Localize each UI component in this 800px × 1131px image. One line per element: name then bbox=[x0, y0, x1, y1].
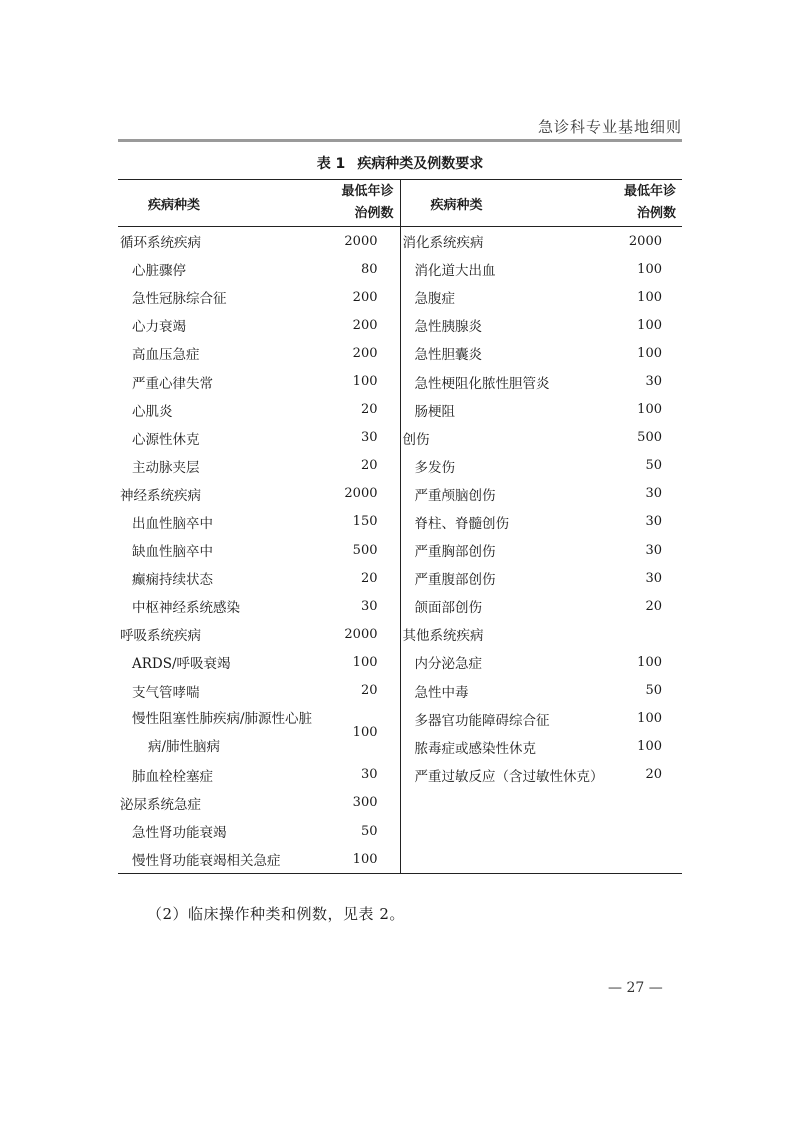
case-count-right: 20 bbox=[645, 598, 662, 614]
case-count-left: 20 bbox=[360, 402, 378, 418]
case-count-left: 100 bbox=[352, 851, 378, 867]
disease-name-left: 支气管哮喘 bbox=[132, 684, 200, 701]
case-count-left: 100 bbox=[352, 374, 378, 390]
table-title bbox=[0, 153, 800, 173]
disease-name-right: 肠梗阻 bbox=[400, 396, 620, 424]
table-row bbox=[118, 227, 682, 256]
case-count-right: 50 bbox=[645, 683, 662, 699]
table-row bbox=[118, 564, 682, 592]
disease-name-left: 慢性阻塞性肺疾病/肺源性心脏 病/肺性脑病 bbox=[132, 710, 313, 755]
case-count-right: 20 bbox=[645, 767, 662, 783]
case-count-left: 150 bbox=[352, 514, 378, 530]
case-count-left: 20 bbox=[360, 570, 378, 586]
case-count-right: 30 bbox=[645, 570, 662, 586]
case-count-left: 30 bbox=[360, 598, 378, 614]
column-header-count-left: 最低年诊 治例数 bbox=[338, 180, 400, 227]
table-row bbox=[118, 536, 682, 564]
case-count-left: 30 bbox=[360, 430, 378, 446]
table-header-row bbox=[118, 180, 682, 227]
case-count-right: 30 bbox=[645, 514, 662, 530]
table-row bbox=[118, 367, 682, 395]
disease-name-left: 急性肾功能衰竭 bbox=[132, 825, 227, 842]
case-count-left: 500 bbox=[352, 542, 378, 558]
table-row bbox=[118, 620, 682, 648]
running-header: 急诊科专业基地细则 bbox=[537, 118, 682, 136]
case-count-right: 50 bbox=[645, 458, 662, 474]
case-count-right: 100 bbox=[637, 739, 662, 755]
case-count-right bbox=[620, 817, 682, 845]
disease-name-right: 创伤 bbox=[400, 424, 620, 452]
disease-name-left: 心源性休克 bbox=[132, 431, 200, 448]
table-row bbox=[118, 255, 682, 283]
table-row bbox=[118, 789, 682, 817]
disease-name-right: 急腹症 bbox=[400, 283, 620, 311]
disease-name-left: 急性冠脉综合征 bbox=[132, 291, 227, 308]
disease-name-right: 多发伤 bbox=[400, 452, 620, 480]
page-number: — 27 — bbox=[608, 980, 663, 996]
header-rule bbox=[118, 139, 682, 142]
disease-name-left: 泌尿系统急症 bbox=[120, 796, 201, 813]
case-count-right: 30 bbox=[645, 374, 662, 390]
case-count-left: 2000 bbox=[344, 626, 378, 642]
table-row bbox=[118, 311, 682, 339]
disease-name-right: 颌面部创伤 bbox=[400, 592, 620, 620]
disease-name-left: 主动脉夹层 bbox=[132, 459, 200, 476]
disease-name-left: ARDS/呼吸衰竭 bbox=[132, 656, 231, 673]
table-row bbox=[118, 845, 682, 874]
case-count-left: 2000 bbox=[344, 233, 378, 249]
table-caption: 疾病种类及例数要求 bbox=[357, 156, 484, 172]
table-row bbox=[118, 761, 682, 789]
table-row bbox=[118, 424, 682, 452]
table-row bbox=[118, 283, 682, 311]
table-row bbox=[118, 339, 682, 367]
disease-name-right: 严重过敏反应（含过敏性休克） bbox=[400, 761, 620, 789]
disease-requirements-table bbox=[118, 179, 682, 874]
disease-name-left: 慢性肾功能衰竭相关急症 bbox=[132, 853, 281, 870]
column-header-count-right: 最低年诊 治例数 bbox=[620, 180, 682, 227]
table-number: 表 1 bbox=[316, 156, 346, 172]
disease-name-right: 急性梗阻化脓性胆管炎 bbox=[400, 367, 620, 395]
case-count-left: 30 bbox=[360, 767, 378, 783]
case-count-right: 100 bbox=[637, 711, 662, 727]
case-count-left: 2000 bbox=[344, 486, 378, 502]
case-count-right bbox=[620, 845, 682, 874]
case-count-right: 100 bbox=[637, 402, 662, 418]
disease-name-right bbox=[400, 817, 620, 845]
disease-name-left: 呼吸系统疾病 bbox=[120, 628, 201, 645]
disease-name-right: 其他系统疾病 bbox=[400, 620, 620, 648]
case-count-right: 100 bbox=[637, 261, 662, 277]
case-count-right: 30 bbox=[645, 486, 662, 502]
case-count-left: 80 bbox=[360, 261, 378, 277]
disease-name-right: 急性中毒 bbox=[400, 677, 620, 705]
case-count-left: 50 bbox=[360, 823, 378, 839]
disease-name-right bbox=[400, 789, 620, 817]
disease-name-left: 中枢神经系统感染 bbox=[132, 600, 240, 617]
disease-name-right bbox=[400, 845, 620, 874]
disease-name-left: 心力衰竭 bbox=[132, 319, 186, 336]
case-count-right: 100 bbox=[637, 317, 662, 333]
disease-name-left: 高血压急症 bbox=[132, 347, 200, 364]
disease-name-right: 严重颅脑创伤 bbox=[400, 480, 620, 508]
disease-name-right: 内分泌急症 bbox=[400, 648, 620, 676]
case-count-left: 300 bbox=[352, 795, 378, 811]
table-row bbox=[118, 648, 682, 676]
disease-name-right: 脓毒症或感染性休克 bbox=[400, 733, 620, 761]
disease-name-right: 急性胆囊炎 bbox=[400, 339, 620, 367]
case-count-right: 100 bbox=[637, 289, 662, 305]
table-row bbox=[118, 480, 682, 508]
disease-name-left: 严重心律失常 bbox=[132, 375, 213, 392]
case-count-right bbox=[620, 620, 682, 648]
table-row bbox=[118, 592, 682, 620]
case-count-right: 2000 bbox=[628, 233, 662, 249]
body-paragraph: （2）临床操作种类和例数，见表 2。 bbox=[147, 905, 405, 923]
table-row bbox=[118, 677, 682, 705]
disease-name-right: 严重腹部创伤 bbox=[400, 564, 620, 592]
case-count-right: 500 bbox=[637, 430, 662, 446]
case-count-right: 100 bbox=[637, 654, 662, 670]
case-count-right: 30 bbox=[645, 542, 662, 558]
disease-name-right: 急性胰腺炎 bbox=[400, 311, 620, 339]
case-count-left: 20 bbox=[360, 683, 378, 699]
case-count-left: 20 bbox=[360, 458, 378, 474]
disease-name-left: 心脏骤停 bbox=[132, 263, 186, 280]
disease-name-left: 心肌炎 bbox=[132, 403, 173, 420]
case-count-right: 100 bbox=[637, 345, 662, 361]
disease-name-left: 神经系统疾病 bbox=[120, 487, 201, 504]
case-count-left: 200 bbox=[352, 345, 378, 361]
disease-name-left: 出血性脑卒中 bbox=[132, 515, 213, 532]
disease-name-left: 癫痫持续状态 bbox=[132, 572, 213, 589]
table-row bbox=[118, 817, 682, 845]
disease-name-right: 多器官功能障碍综合征 bbox=[400, 705, 620, 733]
table-row bbox=[118, 452, 682, 480]
disease-name-right: 消化道大出血 bbox=[400, 255, 620, 283]
table-row bbox=[118, 508, 682, 536]
disease-name-right: 严重胸部创伤 bbox=[400, 536, 620, 564]
column-header-disease-right: 疾病种类 bbox=[400, 180, 620, 227]
case-count-left: 200 bbox=[352, 289, 378, 305]
case-count-left: 200 bbox=[352, 317, 378, 333]
disease-name-right: 消化系统疾病 bbox=[400, 227, 620, 256]
table-row bbox=[118, 396, 682, 424]
case-count-left: 100 bbox=[352, 725, 378, 741]
table-row bbox=[118, 705, 682, 733]
disease-name-right: 脊柱、脊髓创伤 bbox=[400, 508, 620, 536]
case-count-left: 100 bbox=[352, 654, 378, 670]
column-header-disease-left: 疾病种类 bbox=[118, 180, 338, 227]
disease-name-left: 循环系统疾病 bbox=[120, 235, 201, 252]
disease-name-left: 肺血栓栓塞症 bbox=[132, 768, 213, 785]
disease-name-left: 缺血性脑卒中 bbox=[132, 544, 213, 561]
case-count-right bbox=[620, 789, 682, 817]
